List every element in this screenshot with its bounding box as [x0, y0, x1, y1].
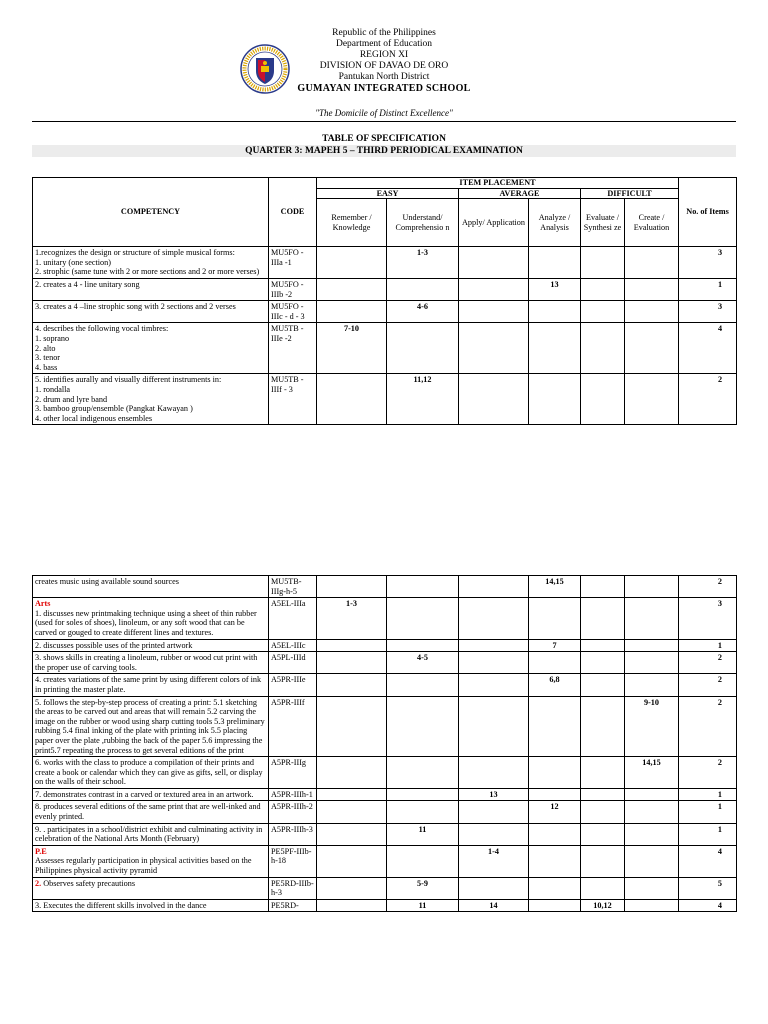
table-row: [33, 576, 737, 598]
item-cell: [317, 757, 387, 789]
item-cell: [459, 639, 529, 652]
item-cell: 14,15: [625, 757, 679, 789]
competency-cell: [33, 757, 269, 789]
letterhead: [0, 28, 768, 94]
item-cell: 13: [459, 788, 529, 801]
item-cell: [625, 247, 679, 279]
item-cell: 6,8: [529, 674, 581, 696]
code-cell: A5PR-IIIh-3: [269, 823, 317, 845]
item-cell: [459, 877, 529, 899]
table-row: [33, 823, 737, 845]
items-count-cell: 3: [679, 598, 737, 639]
code-cell: PE5RD-: [269, 899, 317, 912]
analyze-header: Analyze / Analysis: [529, 199, 581, 247]
items-count-cell: 3: [679, 301, 737, 323]
items-count-cell: 2: [679, 374, 737, 425]
average-header: AVERAGE: [459, 188, 581, 199]
item-cell: [317, 674, 387, 696]
item-cell: 10,12: [581, 899, 625, 912]
table-row: [33, 757, 737, 789]
item-cell: [625, 301, 679, 323]
item-cell: [459, 278, 529, 300]
items-count-cell: 2: [679, 696, 737, 757]
header-line: Pantukan North District: [338, 72, 430, 82]
item-cell: 4-6: [387, 301, 459, 323]
code-cell: MU5TB -IIIf - 3: [269, 374, 317, 425]
item-cell: [581, 877, 625, 899]
apply-header: Apply/ Application: [459, 199, 529, 247]
competency-cell: [33, 247, 269, 279]
item-cell: [581, 757, 625, 789]
item-cell: 5-9: [387, 877, 459, 899]
item-cell: [317, 301, 387, 323]
item-cell: 11: [387, 899, 459, 912]
code-cell: A5PR-IIIe: [269, 674, 317, 696]
page-title: TABLE OF SPECIFICATION: [322, 134, 446, 144]
item-cell: [581, 801, 625, 823]
items-count-cell: 1: [679, 788, 737, 801]
item-cell: [387, 788, 459, 801]
competency-cell: [33, 674, 269, 696]
competency-text: 6. works with the class to produce a compilation of their prints and create a book or calendar which they can give as gifts, sell, or display on the walls of their school.: [35, 758, 263, 787]
exam-subtitle: QUARTER 3: MAPEH 5 – THIRD PERIODICAL EXAMINATION: [32, 145, 736, 157]
item-cell: 14: [459, 899, 529, 912]
item-cell: [529, 696, 581, 757]
item-cell: [459, 301, 529, 323]
competency-text: 2. alto: [35, 343, 56, 353]
header-line: Republic of the Philippines: [332, 28, 436, 38]
competency-cell: [33, 845, 269, 877]
item-cell: [625, 278, 679, 300]
item-cell: [529, 247, 581, 279]
item-cell: [529, 899, 581, 912]
competency-cell: [33, 374, 269, 425]
items-count-cell: 1: [679, 801, 737, 823]
item-cell: [317, 899, 387, 912]
evaluate-header: Evaluate / Synthesi ze: [581, 199, 625, 247]
item-cell: [459, 823, 529, 845]
item-cell: [459, 576, 529, 598]
item-cell: 11: [387, 823, 459, 845]
table-row: [33, 598, 737, 639]
competency-cell: [33, 323, 269, 374]
item-cell: 12: [529, 801, 581, 823]
competency-text: 3. creates a 4 –line strophic song with 2 sections and 2 verses: [35, 302, 236, 312]
competency-cell: [33, 278, 269, 300]
item-cell: 1-3: [387, 247, 459, 279]
item-cell: [625, 674, 679, 696]
competency-text: creates music using available sound sources: [35, 577, 179, 586]
item-cell: 7-10: [317, 323, 387, 374]
item-cell: [387, 674, 459, 696]
items-count-cell: 3: [679, 247, 737, 279]
item-cell: [317, 877, 387, 899]
item-cell: 1-4: [459, 845, 529, 877]
item-cell: [317, 576, 387, 598]
section-label: P.E: [35, 846, 47, 856]
item-cell: [317, 278, 387, 300]
header-line: DIVISION OF DAVAO DE ORO: [319, 61, 449, 71]
item-cell: [529, 823, 581, 845]
item-cell: [317, 696, 387, 757]
items-count-cell: 1: [679, 639, 737, 652]
competency-text: 2. creates a 4 - line unitary song: [35, 279, 140, 289]
table-row: [33, 845, 737, 877]
table-row: [33, 652, 737, 674]
item-cell: [581, 652, 625, 674]
items-count-cell: 2: [679, 757, 737, 789]
item-cell: [581, 301, 625, 323]
item-cell: [625, 801, 679, 823]
table-row: [33, 639, 737, 652]
competency-text: 2. discusses possible uses of the printed artwork: [35, 640, 193, 650]
code-cell: PE5PF-IIIb-h-18: [269, 845, 317, 877]
competency-text: Assesses regularly participation in physical activities based on the Philippines physical activity pyramid: [35, 856, 252, 876]
create-header: Create / Evaluation: [625, 199, 679, 247]
item-cell: [459, 696, 529, 757]
table-row: [33, 278, 737, 300]
item-cell: [459, 674, 529, 696]
competency-cell: [33, 652, 269, 674]
spec-table-1: [32, 177, 737, 425]
item-cell: [459, 757, 529, 789]
competency-text: 7. demonstrates contrast in a carved or textured area in an artwork.: [35, 789, 254, 799]
competency-text: 1. unitary (one section): [35, 257, 111, 267]
school-motto: "The Domicile of Distinct Excellence": [315, 108, 453, 118]
items-count-cell: 4: [679, 323, 737, 374]
item-cell: [625, 323, 679, 374]
item-cell: [625, 845, 679, 877]
divider: [32, 121, 736, 122]
code-cell: A5PR-IIIh-1: [269, 788, 317, 801]
item-cell: [459, 323, 529, 374]
item-cell: 4-5: [387, 652, 459, 674]
item-cell: [459, 598, 529, 639]
competency-text: 2. drum and lyre band: [35, 394, 108, 404]
item-cell: 11,12: [387, 374, 459, 425]
items-count-cell: 4: [679, 899, 737, 912]
spec-table-1-body: [33, 247, 737, 425]
item-cell: [317, 801, 387, 823]
header-line: REGION XI: [359, 50, 409, 60]
competency-cell: [33, 801, 269, 823]
item-cell: [581, 674, 625, 696]
competency-text: 1.recognizes the design or structure of simple musical forms:: [35, 248, 235, 258]
code-cell: A5EL-IIIc: [269, 639, 317, 652]
item-cell: [317, 823, 387, 845]
item-cell: [459, 652, 529, 674]
item-cell: [581, 696, 625, 757]
item-cell: [529, 788, 581, 801]
item-cell: 9-10: [625, 696, 679, 757]
code-cell: MU5TB -IIIe -2: [269, 323, 317, 374]
competency-cell: [33, 639, 269, 652]
code-cell: A5PR-IIIf: [269, 696, 317, 757]
item-cell: [529, 598, 581, 639]
competency-text: 4. creates variations of the same print by using different colors of ink in printing the master plate.: [35, 675, 262, 694]
item-cell: [317, 788, 387, 801]
table-row: [33, 877, 737, 899]
competency-text: 3. shows skills in creating a linoleum, rubber or wood cut print with the proper use of carving tools.: [35, 653, 258, 672]
item-cell: [581, 823, 625, 845]
item-cell: [387, 801, 459, 823]
item-cell: [529, 652, 581, 674]
table-row: [33, 696, 737, 757]
item-cell: [581, 278, 625, 300]
competency-cell: [33, 696, 269, 757]
item-cell: [387, 323, 459, 374]
competency-text: 4. describes the following vocal timbres:: [35, 324, 169, 334]
item-cell: [459, 374, 529, 425]
section-number: 2.: [35, 878, 44, 888]
item-placement-header: ITEM PLACEMENT: [317, 178, 679, 189]
competency-text: 2. strophic (same tune with 2 or more sections and 2 or more verses): [35, 267, 260, 277]
spec-table-2-body: [33, 576, 737, 912]
item-cell: [581, 323, 625, 374]
item-cell: [625, 374, 679, 425]
spec-table-2: [32, 575, 737, 912]
competency-text: 9. . participates in a school/district exhibit and culminating activity in celebration of the National Arts Month (February): [35, 824, 263, 844]
item-cell: [625, 788, 679, 801]
item-cell: [529, 757, 581, 789]
items-count-cell: 2: [679, 576, 737, 598]
competency-text: 5. follows the step-by-step process of creating a print: 5.1 sketching the areas to be carved out and areas that will remain 5.2 carving the image on the rubber or wood using sharp cutting tools 5.3 preliminary rubbing 5.4 final inking of the plate with printing ink 5.5 placing paper over the plate ,rubbing the back of the paper 5.6 impressing the print5.7 repeating the process to get several editions of the print: [35, 697, 265, 755]
competency-text: 1. soprano: [35, 333, 70, 343]
competency-text: 1. rondalla: [35, 384, 71, 394]
item-cell: 13: [529, 278, 581, 300]
item-cell: [581, 247, 625, 279]
item-cell: [459, 247, 529, 279]
items-count-cell: 1: [679, 278, 737, 300]
item-cell: [581, 374, 625, 425]
table-row: [33, 301, 737, 323]
competency-cell: [33, 899, 269, 912]
code-cell: A5PL-IIId: [269, 652, 317, 674]
item-cell: [581, 598, 625, 639]
item-cell: [529, 301, 581, 323]
competency-text: 3. bamboo group/ensemble (Pangkat Kawayan ): [35, 404, 193, 414]
table-row: [33, 788, 737, 801]
items-count-cell: 2: [679, 674, 737, 696]
code-cell: MU5FO -IIIb -2: [269, 278, 317, 300]
item-cell: [317, 845, 387, 877]
items-count-cell: 2: [679, 652, 737, 674]
competency-cell: [33, 788, 269, 801]
item-cell: [625, 823, 679, 845]
items-count-cell: 5: [679, 877, 737, 899]
competency-text: 3. Executes the different skills involved in the dance: [35, 900, 207, 910]
item-cell: 1-3: [317, 598, 387, 639]
item-cell: [387, 598, 459, 639]
item-cell: [625, 652, 679, 674]
item-cell: [387, 696, 459, 757]
item-cell: [387, 845, 459, 877]
item-cell: [317, 652, 387, 674]
code-cell: MU5TB-IIIg-h-5: [269, 576, 317, 598]
item-cell: 7: [529, 639, 581, 652]
table-row: [33, 674, 737, 696]
competency-cell: [33, 576, 269, 598]
competency-text: 1. discusses new printmaking technique using a sheet of thin rubber (used for soles of shoes), linoleum, or any soft wood that can be carved or gouged to create different lines and textures.: [35, 608, 257, 637]
table-row: [33, 247, 737, 279]
items-count-cell: 1: [679, 823, 737, 845]
code-cell: PE5RD-IIIb-h-3: [269, 877, 317, 899]
item-cell: [529, 877, 581, 899]
item-cell: [581, 845, 625, 877]
code-cell: MU5FO -IIIa -1: [269, 247, 317, 279]
item-cell: [625, 639, 679, 652]
item-cell: [459, 801, 529, 823]
competency-text: 8. produces several editions of the same print that are well-inked and evenly printed.: [35, 802, 261, 822]
item-cell: [529, 323, 581, 374]
table-row: [33, 899, 737, 912]
table-row: [33, 374, 737, 425]
deped-seal-icon: [240, 44, 290, 94]
code-header: CODE: [269, 178, 317, 247]
competency-text: 3. tenor: [35, 353, 61, 363]
understand-header: Understand/ Comprehensio n: [387, 199, 459, 247]
item-cell: [625, 598, 679, 639]
competency-text: 4. bass: [35, 362, 58, 372]
easy-header: EASY: [317, 188, 459, 199]
item-cell: [387, 757, 459, 789]
code-cell: MU5FO -IIIc - d - 3: [269, 301, 317, 323]
school-name: GUMAYAN INTEGRATED SCHOOL: [297, 83, 471, 94]
competency-text: 2. Observes safety precautions: [35, 878, 136, 888]
competency-cell: [33, 823, 269, 845]
item-cell: [625, 877, 679, 899]
item-cell: [317, 639, 387, 652]
no-items-header: No. of Items: [679, 178, 737, 247]
item-cell: [387, 639, 459, 652]
item-cell: [317, 247, 387, 279]
difficult-header: DIFFICULT: [581, 188, 679, 199]
item-cell: [529, 374, 581, 425]
item-cell: [625, 576, 679, 598]
competency-header: COMPETENCY: [33, 178, 269, 247]
competency-cell: [33, 598, 269, 639]
remember-header: Remember / Knowledge: [317, 199, 387, 247]
item-cell: [387, 278, 459, 300]
item-cell: [581, 639, 625, 652]
item-cell: [387, 576, 459, 598]
items-count-cell: 4: [679, 845, 737, 877]
code-cell: A5PR-IIIg: [269, 757, 317, 789]
item-cell: [317, 374, 387, 425]
item-cell: [529, 845, 581, 877]
table-row: [33, 801, 737, 823]
section-label: Arts: [35, 599, 51, 609]
code-cell: A5PR-IIIh-2: [269, 801, 317, 823]
item-cell: 14,15: [529, 576, 581, 598]
competency-cell: [33, 301, 269, 323]
item-cell: [625, 899, 679, 912]
competency-text: 5. identifies aurally and visually different instruments in:: [35, 375, 222, 385]
item-cell: [581, 576, 625, 598]
competency-text: 4. other local indigenous ensembles: [35, 413, 153, 423]
header-line: Department of Education: [335, 39, 433, 49]
item-cell: [581, 788, 625, 801]
table-row: [33, 323, 737, 374]
competency-cell: [33, 877, 269, 899]
code-cell: A5EL-IIIa: [269, 598, 317, 639]
